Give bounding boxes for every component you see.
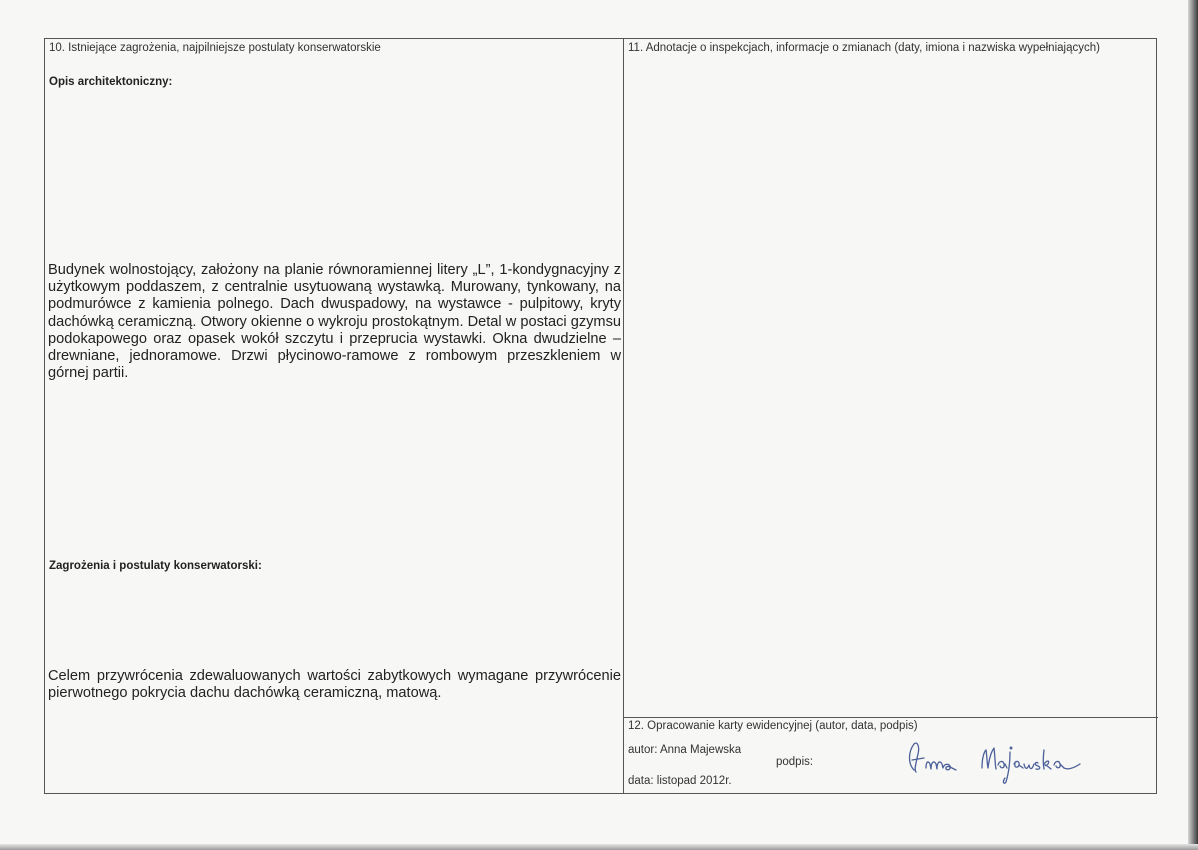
- scan-edge-right: [1188, 0, 1198, 850]
- section12-header: 12. Opracowanie karty ewidencyjnej (autor, data, podpis): [628, 720, 918, 732]
- threats-label: Zagrożenia i postulaty konserwatorski:: [49, 560, 262, 572]
- scan-edge-bottom: [0, 844, 1198, 850]
- arch-description-label: Opis architektoniczny:: [49, 76, 173, 88]
- section10-header: 10. Istniejące zagrożenia, najpilniejsze postulaty konserwatorskie: [49, 42, 381, 54]
- column-divider: [623, 39, 624, 794]
- section11-header: 11. Adnotacje o inspekcjach, informacje o zmianach (daty, imiona i nazwiska wypełniających): [628, 42, 1100, 54]
- form-frame: [44, 38, 1157, 794]
- date-line: data: listopad 2012r.: [628, 775, 732, 787]
- signature-label: podpis:: [776, 756, 814, 768]
- author-line: autor: Anna Majewska: [628, 744, 742, 756]
- threats-text: Celem przywrócenia zdewaluowanych wartości zabytkowych wymagane przywrócenie pierwotnego pokrycia dachu dachówką ceramiczną, matową.: [48, 668, 621, 702]
- arch-description-text: Budynek wolnostojący, założony na planie równoramiennej litery „L”, 1-kondygnacyjny z użytkowym poddaszem, z centralnie usytuowaną wystawką. Murowany, tynkowany, na podmurówce z kamienia polnego. Dach dwuspadowy, na wystawce - pulpitowy, kryty dachówką ceramiczną. Otwory okienne o wykroju prostokątnym. Detal w postaci gzymsu podokapowego oraz opasek wokół szczytu i przeprucia wystawki. Okna dwudzielne – drewniane, jednoramowe. Drzwi płycinowo-ramowe z rombowym przeszkleniem w górnej partii.: [48, 262, 621, 382]
- handwritten-signature: [868, 708, 1098, 788]
